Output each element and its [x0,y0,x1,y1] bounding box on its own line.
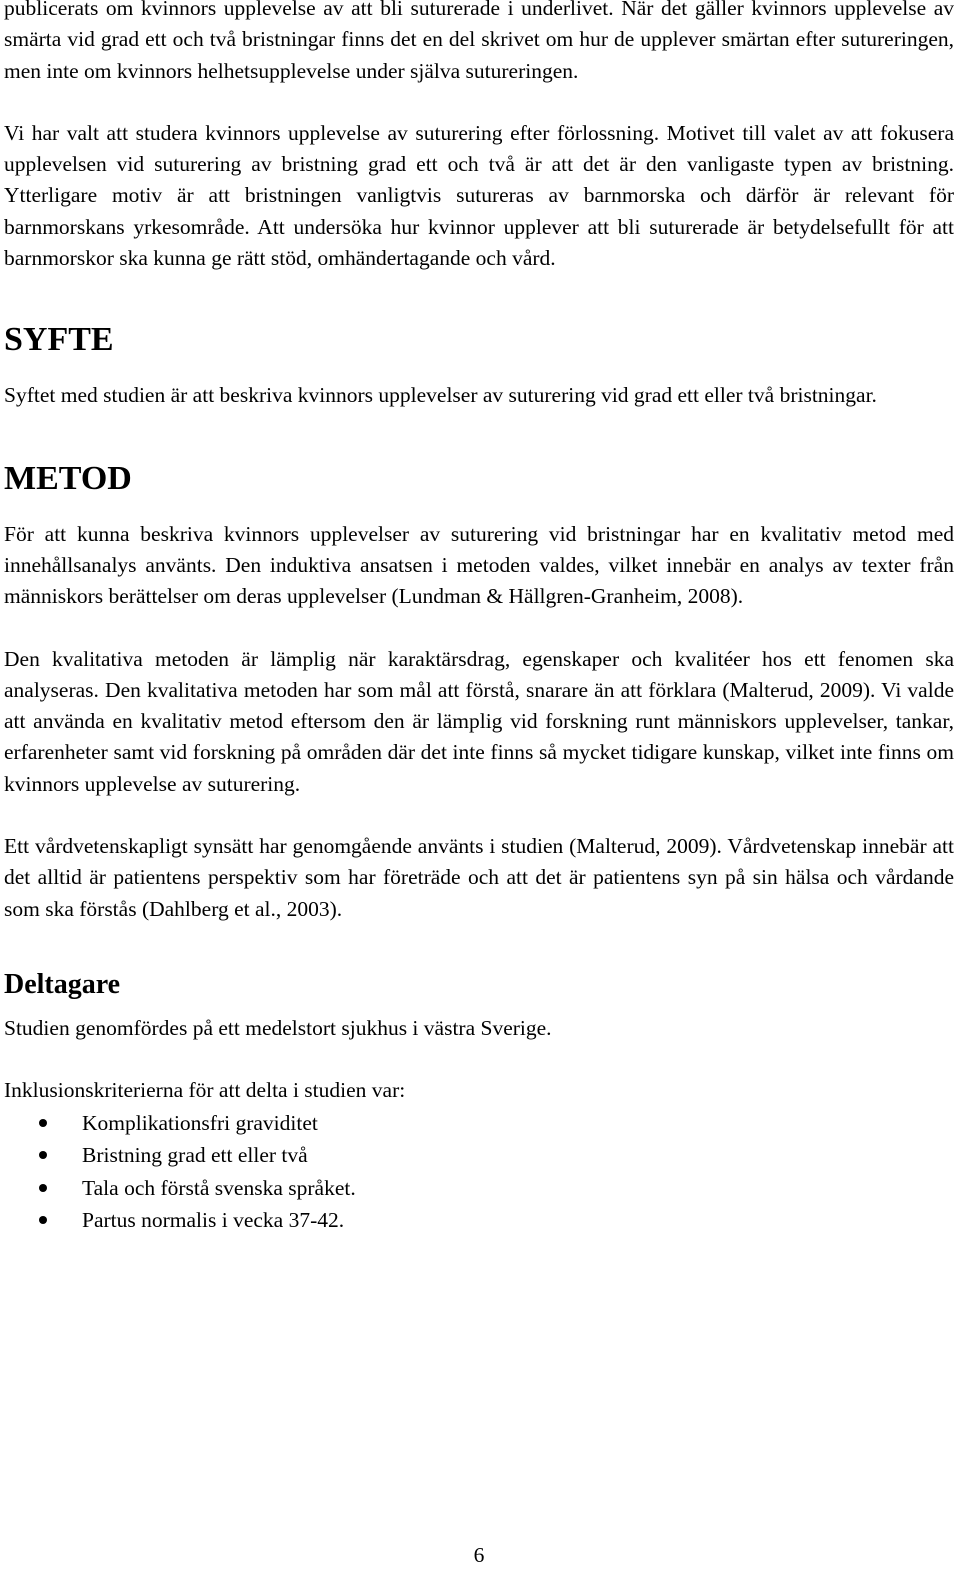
list-item [4,1204,954,1237]
page-number: 6 [473,1543,485,1567]
deltagare-heading: Deltagare [4,968,121,1000]
list-item [4,1139,954,1172]
deltagare-location-paragraph: Studien genomfördes på ett medelstort sjukhus i västra Sverige. [4,1015,552,1040]
intro-paragraph: publicerats om kvinnors upplevelse av att bli suturerade i underlivet. När det gäller kvinnors upplevelse av smärta vid grad ett och två bristningar finns det en del skrivet om hur de upplever smärtan efter sutureringen, men inte om kvinnors helhetsupplevelse under själva sutureringen. [4,0,954,83]
bullet-icon [39,1216,47,1224]
motivation-paragraph: Vi har valt att studera kvinnors upplevelse av suturering efter förlossning. Motivet till valet av att fokusera upplevelsen vid suturering av bristning grad ett och två är att det är den vanligaste typen av bristning. Ytterligare motiv är att bristningen vanligtvis sutureras av barnmorska och därför är relevant för barnmorskans yrkesområde. Att undersöka hur kvinnor upplever att bli suturerade är betydelsefullt för att barnmorskor ska kunna ge rätt stöd, omhändertagande och vård. [4,120,954,271]
document-page [4,0,954,1567]
bullet-icon [39,1151,47,1159]
list-item-text: Tala och förstå svenska språket. [82,1175,356,1200]
metod-paragraph-1: För att kunna beskriva kvinnors upplevelser av suturering vid bristningar har en kvalitativ metod med innehållsanalys använts. Den induktiva ansatsen i metoden valdes, vilket innebär en analys av texter från människors berättelser om deras upplevelser (Lundman & Hällgren-Granheim, 2008). [4,521,954,609]
list-item-text: Partus normalis i vecka 37-42. [82,1208,345,1233]
metod-paragraph-2: Den kvalitativa metoden är lämplig när karaktärsdrag, egenskaper och kvalitéer hos ett fenomen ska analyseras. Den kvalitativa metoden har som mål att förstå, snarare än att förklara (Malterud, 2009). Vi valde att använda en kvalitativ metod eftersom den är lämplig vid forskning runt människors upplevelser, tankar, erfarenheter samt vid forskning på områden där det inte finns så mycket tidigare kunskap, vilket inte finns om kvinnors upplevelse av suturering. [4,646,954,796]
list-item [4,1107,954,1140]
list-item [4,1172,954,1205]
list-item-text: Komplikationsfri graviditet [82,1110,318,1135]
metod-paragraph-3: Ett vårdvetenskapligt synsätt har genomgående använts i studien (Malterud, 2009). Vårdvetenskap innebär att det alltid är patientens perspektiv som har företräde och att det är patientens syn på sin hälsa och vårdande som ska förstås (Dahlberg et al., 2003). [4,834,954,921]
criteria-list [4,1107,954,1237]
bullet-icon [39,1119,47,1127]
criteria-intro: Inklusionskriterierna för att delta i studien var: [4,1078,406,1103]
syfte-heading: SYFTE [4,321,114,359]
metod-heading: METOD [4,459,132,497]
list-item-text: Bristning grad ett eller två [82,1143,308,1168]
bullet-icon [39,1184,47,1192]
syfte-paragraph: Syftet med studien är att beskriva kvinnors upplevelser av suturering vid grad ett eller två bristningar. [4,383,877,408]
